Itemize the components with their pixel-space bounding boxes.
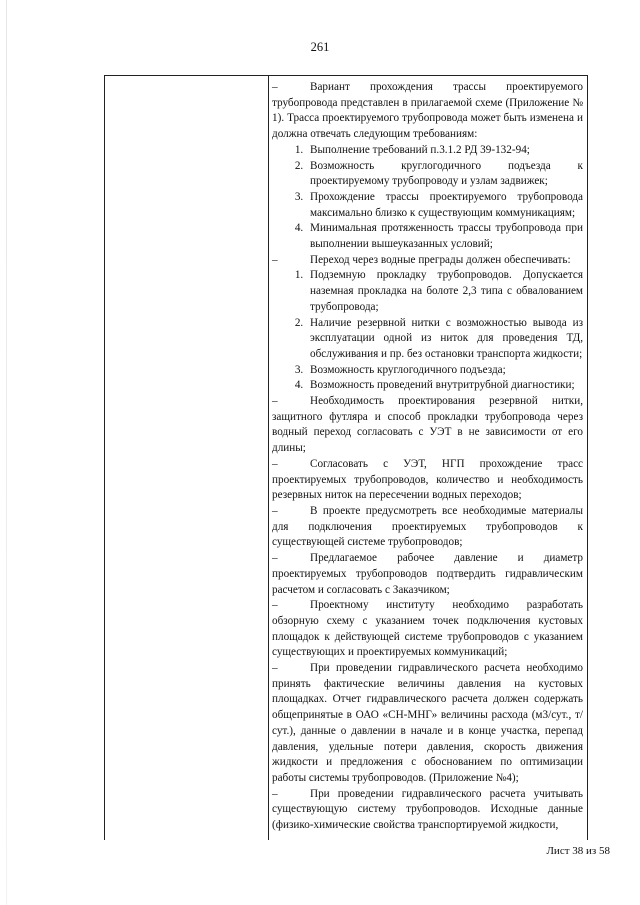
paragraph-text: Проектному институту необходимо разработать обзорную схему с указанием точек подключения кустовых площадок к действующей системе трубопроводов с указанием существующих и проектируемых коммуникаций; — [272, 599, 583, 659]
paragraph-text: Вариант прохождения трассы проектируемого трубопровода представлен в прилагаемой схеме (Приложение № 1). Трасса проектируемого трубопровода может быть изменена и должна отвечать следующим требованиям: — [272, 81, 583, 141]
dash-marker: – — [272, 552, 278, 565]
dash-marker: – — [272, 599, 278, 612]
paragraph-text: При проведении гидравлического расчета учитывать существующую систему трубопроводов. Исходные данные (физико-химические свойства транспортируемой жидкости, — [272, 787, 583, 832]
dash-marker: – — [272, 457, 278, 470]
dash-marker: – — [272, 787, 278, 800]
paragraph-text: Переход через водные преграды должен обеспечивать: — [310, 253, 571, 266]
paragraph — [272, 661, 583, 787]
paragraph — [272, 394, 583, 457]
paragraph-text: При проведении гидравлического расчета необходимо принять фактические величины давления на кустовых площадках. Отчет гидравлического расчета должен содержать общепринятые в ОАО «СН-МНГ» величины расхода (м3/сут., т/сут.), данные о давлении в начале и в конце участка, перепад давления, удельные потери давления, скорость движения жидкости и предложения с обоснованием по оптимизации работы системы трубопроводов. (Приложение №4); — [272, 662, 583, 784]
paragraph — [272, 80, 583, 143]
numbered-list — [272, 268, 583, 394]
list-item: 2. Наличие резервной нитки с возможностью вывода из эксплуатации одной из ниток для проведения ТД, обслуживания и пр. без остановки транспорта жидкости; — [306, 316, 583, 363]
list-item: 4. Возможность проведений внутритрубной диагностики; — [306, 378, 583, 394]
paragraph — [272, 598, 583, 661]
list-item: 3. Возможность круглогодичного подъезда; — [306, 363, 583, 379]
dash-marker: – — [272, 504, 278, 517]
paragraph-text: В проекте предусмотреть все необходимые материалы для подключения проектируемых трубопроводов к существующей системе трубопроводов; — [272, 504, 583, 549]
paragraph-text: Предлагаемое рабочее давление и диаметр проектируемых трубопроводов подтвердить гидравлическим расчетом и согласовать с Заказчиком; — [272, 552, 583, 596]
list-item: 2. Возможность круглогодичного подъезда к проектируемому трубопроводу и узлам задвижек; — [306, 159, 583, 190]
paragraph — [272, 787, 583, 834]
paragraph-text: Необходимость проектирования резервной нитки, защитного футляра и способ прокладки трубопровода через водный переход согласовать с УЭТ в не зависимости от его длины; — [272, 395, 583, 455]
list-item: 3. Прохождение трассы проектируемого трубопровода максимально близко к существующим коммуникациям; — [306, 190, 583, 221]
requirements-cell — [272, 80, 583, 834]
paragraph — [272, 551, 583, 598]
column-divider — [268, 76, 269, 840]
dash-marker: – — [272, 395, 278, 408]
page-number: 261 — [310, 40, 330, 54]
paragraph — [272, 253, 583, 269]
paragraph — [272, 504, 583, 551]
dash-marker: – — [272, 662, 278, 675]
list-item: 1. Подземную прокладку трубопроводов. Допускается наземная прокладка на болоте 2,3 типа с обвалованием трубопровода; — [306, 268, 583, 315]
dash-marker: – — [272, 253, 278, 266]
dash-marker: – — [272, 81, 278, 93]
requirements-table — [104, 75, 588, 840]
list-item: 4. Минимальная протяженность трассы трубопровода при выполнении вышеуказанных условий; — [306, 221, 583, 252]
paragraph — [272, 457, 583, 504]
sheet-footer: Лист 38 из 58 — [546, 845, 610, 857]
numbered-list — [272, 143, 583, 253]
paragraph-text: Согласовать с УЭТ, НГП прохождение трасс проектируемых трубопроводов, количество и необходимость резервных ниток на пересечении водных переходов; — [272, 457, 583, 502]
list-item: 1. Выполнение требований п.3.1.2 РД 39-132-94; — [306, 143, 583, 159]
binding-edge — [6, 0, 7, 905]
